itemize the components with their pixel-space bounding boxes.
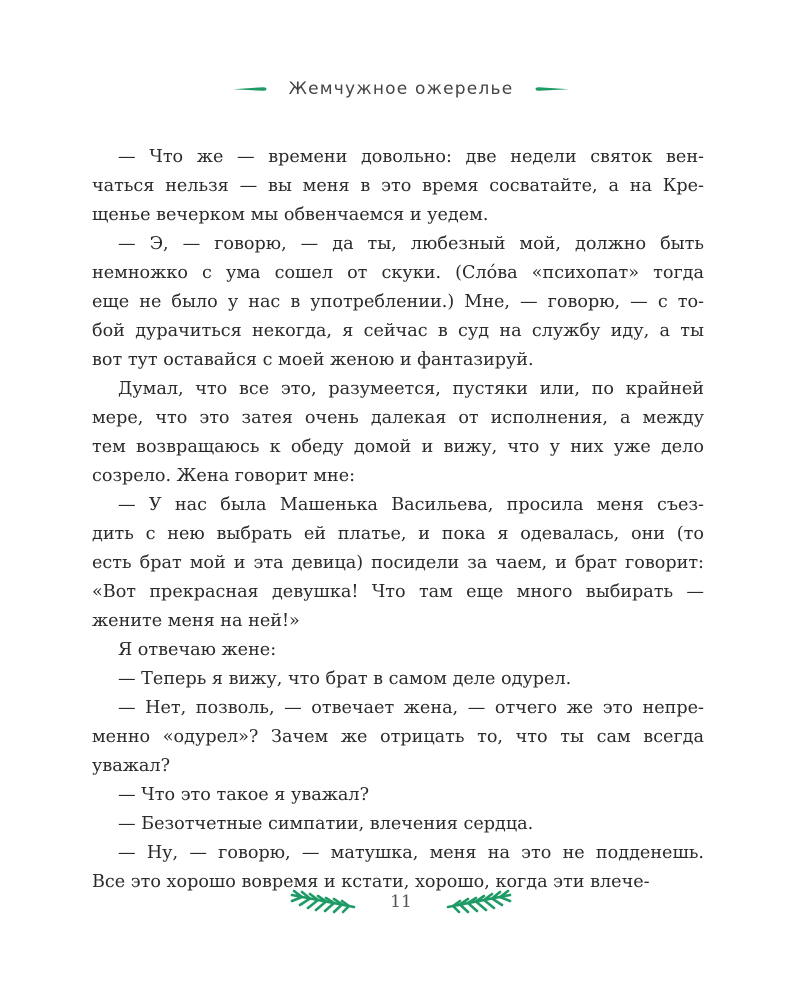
paragraph: [92, 665, 704, 694]
text-line: — Э, — говорю, — да ты, любезный мой, должно быть: [118, 234, 704, 254]
text-line: — Ну, — говорю, — матушка, меня на это не подденешь.: [118, 843, 704, 863]
right-dash-ornament-icon: [535, 86, 569, 92]
text-line: — Теперь я вижу, что брат в самом деле одурел.: [118, 669, 572, 689]
paragraph: [92, 810, 704, 839]
text-line: — У нас была Машенька Васильева, просила меня съез-: [118, 495, 704, 515]
body-text: [92, 143, 704, 897]
text-line: Все это хорошо вовремя и кстати, хорошо, когда эти влече-: [92, 872, 650, 892]
text-line: тем возвращаюсь к обеду домой и вижу, что у них уже дело: [92, 437, 704, 457]
paragraph: [92, 694, 704, 781]
text-line: — Что же — времени довольно: две недели святок вен-: [118, 147, 704, 167]
text-line: чаться нельзя — вы меня в это время сосватайте, а на Кре-: [92, 176, 704, 196]
text-line: немножко с ума сошел от скуки. (Сло́ва «психопат» тогда: [92, 263, 704, 283]
text-line: Я отвечаю жене:: [118, 640, 277, 660]
left-fir-branch-icon: [288, 887, 360, 917]
paragraph: [92, 781, 704, 810]
paragraph: [92, 491, 704, 636]
book-title: Жемчужное ожерелье: [288, 79, 514, 99]
paragraph: [92, 636, 704, 665]
text-line: еще не было у нас в употреблении.) Мне, — говорю, — с то-: [92, 292, 704, 312]
page-number: 11: [390, 892, 412, 912]
running-head: [0, 74, 802, 104]
text-line: «Вот прекрасная девушка! Что там еще много выбирать —: [92, 582, 704, 602]
text-line: жените меня на ней!»: [92, 611, 300, 631]
text-line: Думал, что все это, разумеется, пустяки или, по крайней: [118, 379, 704, 399]
text-line: менно «одурел»? Зачем же отрицать то, что ты сам всегда: [92, 727, 704, 747]
paragraph: [92, 375, 704, 491]
left-dash-ornament-icon: [233, 86, 267, 92]
text-line: бой дурачиться некогда, я сейчас в суд на службу иду, а ты: [92, 321, 704, 341]
paragraph: [92, 143, 704, 230]
text-line: дить с нею выбрать ей платье, и пока я одевалась, они (то: [92, 524, 704, 544]
text-line: — Что это такое я уважал?: [118, 785, 370, 805]
text-line: — Нет, позволь, — отвечает жена, — отчего же это непре-: [118, 698, 704, 718]
text-line: есть брат мой и эта девица) посидели за чаем, и брат говорит:: [92, 553, 704, 573]
text-line: — Безотчетные симпатии, влечения сердца.: [118, 814, 534, 834]
right-fir-branch-icon: [442, 887, 514, 917]
text-line: мере, что это затея очень далекая от исполнения, а между: [92, 408, 704, 428]
text-line: щенье вечерком мы обвенчаемся и уедем.: [92, 205, 489, 225]
text-line: вот тут оставайся с моей женою и фантазируй.: [92, 350, 534, 370]
text-line: созрело. Жена говорит мне:: [92, 466, 356, 486]
paragraph: [92, 230, 704, 375]
text-line: уважал?: [92, 756, 171, 776]
page-footer: [0, 882, 802, 922]
